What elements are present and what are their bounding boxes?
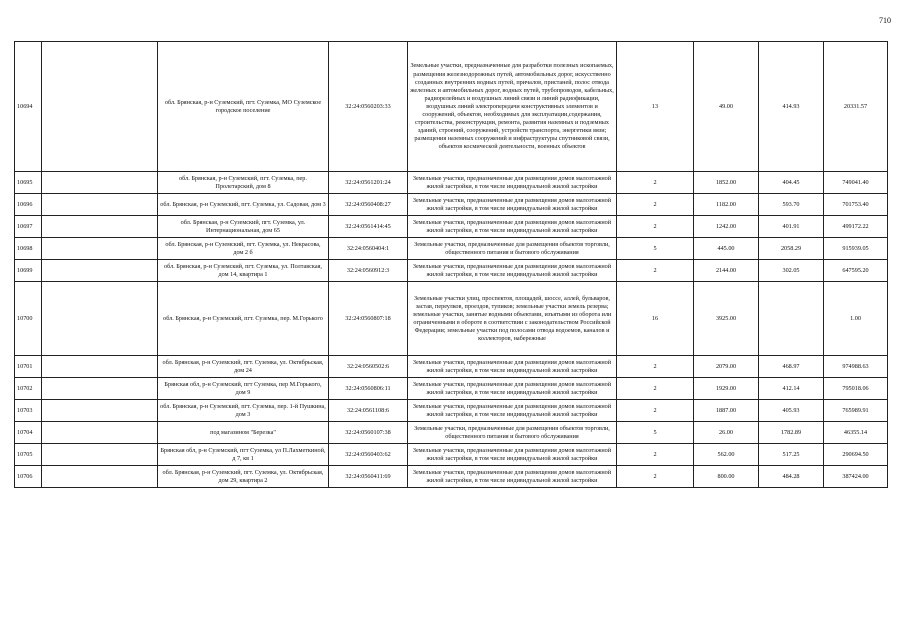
cell-group-code: 2 — [617, 194, 694, 216]
table-row — [15, 356, 888, 378]
cell-specific-value: 302.05 — [759, 260, 824, 282]
cell-address: обл. Брянская, р-н Суземский, пгт. Суземка, ул. Садовая, дом 3 — [158, 194, 329, 216]
cell-specific-value: 414.93 — [759, 42, 824, 172]
cell-empty — [42, 194, 158, 216]
cell-area: 1182.00 — [694, 194, 759, 216]
cell-cadastral-number: 32:24:0560107:38 — [329, 422, 408, 444]
page-number: 710 — [879, 16, 891, 25]
cell-cadastral-number: 32:24:0560403:62 — [329, 444, 408, 466]
cell-empty — [42, 378, 158, 400]
cell-empty — [42, 422, 158, 444]
cell-area: 445.00 — [694, 238, 759, 260]
cell-address: обл. Брянская, р-н Суземский, пгт. Суземка, пер. Пролетарский, дом 8 — [158, 172, 329, 194]
table-row — [15, 216, 888, 238]
cell-group-code: 2 — [617, 260, 694, 282]
cell-address: обл. Брянская, р-н Суземский, пгт. Суземка, пер. М.Горького — [158, 282, 329, 356]
cell-address: обл. Брянская, р-н Суземский, пгт. Суземка, пер. 1-й Пушкина, дом 3 — [158, 400, 329, 422]
cell-cadastral-number: 32:24:0561201:24 — [329, 172, 408, 194]
cell-cadastral-value: 387424.00 — [824, 466, 888, 488]
cell-group-code: 2 — [617, 400, 694, 422]
cell-group-code: 2 — [617, 444, 694, 466]
table-row — [15, 260, 888, 282]
table-row — [15, 172, 888, 194]
table-row — [15, 422, 888, 444]
cell-area: 562.00 — [694, 444, 759, 466]
cell-empty — [42, 260, 158, 282]
cell-group-code: 2 — [617, 216, 694, 238]
table-body — [15, 42, 888, 488]
cell-cadastral-number: 32:24:0560502:6 — [329, 356, 408, 378]
cell-empty — [42, 238, 158, 260]
cell-address: обл. Брянская, р-н Суземский, пгт. Суземка, МО Суземское городское поселение — [158, 42, 329, 172]
cell-id: 10702 — [15, 378, 42, 400]
cell-address: Брянская обл, р-н Суземский, пгт Суземка, пер М.Горького, дом 9 — [158, 378, 329, 400]
cell-group-code: 5 — [617, 238, 694, 260]
cell-id: 10701 — [15, 356, 42, 378]
cell-id: 10697 — [15, 216, 42, 238]
cell-land-use-description: Земельные участки, предназначенные для размещения домов малоэтажной жилой застройки, в том числе индивидуальной жилой застройки — [408, 444, 617, 466]
cell-group-code: 2 — [617, 172, 694, 194]
cell-specific-value: 404.45 — [759, 172, 824, 194]
cell-area: 26.00 — [694, 422, 759, 444]
table-row — [15, 444, 888, 466]
cell-land-use-description: Земельные участки, предназначенные для размещения домов малоэтажной жилой застройки, в том числе индивидуальной жилой застройки — [408, 194, 617, 216]
table-row — [15, 282, 888, 356]
cell-address: обл. Брянская, р-н Суземский, пгт. Суземка, ул. Интернациональная, дом 65 — [158, 216, 329, 238]
cell-address: под магазином "Березка" — [158, 422, 329, 444]
cell-address: обл. Брянская, р-н Суземский, пгт. Суземка, ул. Полтавская, дом 14, квартира 1 — [158, 260, 329, 282]
cell-land-use-description: Земельные участки, предназначенные для размещения домов малоэтажной жилой застройки, в том числе индивидуальной жилой застройки — [408, 356, 617, 378]
cell-land-use-description: Земельные участки, предназначенные для размещения домов малоэтажной жилой застройки, в том числе индивидуальной жилой застройки — [408, 378, 617, 400]
cell-empty — [42, 400, 158, 422]
cell-area: 1852.00 — [694, 172, 759, 194]
cell-cadastral-value: 749041.40 — [824, 172, 888, 194]
cell-cadastral-number: 32:24:0560912:3 — [329, 260, 408, 282]
cell-cadastral-number: 32:24:0560807:18 — [329, 282, 408, 356]
cell-group-code: 2 — [617, 466, 694, 488]
table-row — [15, 42, 888, 172]
cell-group-code: 2 — [617, 378, 694, 400]
cell-cadastral-number: 32:24:0560408:27 — [329, 194, 408, 216]
table-row — [15, 238, 888, 260]
cell-land-use-description: Земельные участки улиц, проспектов, площадей, шоссе, аллей, бульваров, застав, переулков, проездов, тупиков; земельные участки земель резерва; земельные участки, занятые водными объектами, изъятыми из оборота или ограниченными в обороте в соответствии с законодательством Российской Федерации; земельные участки под полосами отвода водоемов, каналов и коллекторов, набережные — [408, 282, 617, 356]
cell-land-use-description: Земельные участки, предназначенные для разработки полезных ископаемых, размещения железнодорожных путей, автомобильных дорог, искусственно созданных внутренних водных путей, причалов, пристаней, полос отвода железных и автомобильных дорог, водных путей, трубопроводов, кабельных, радиорелейных и воздушных линий связи и линий радиофикации, воздушных линий электропередачи конструктивных элементов и сооружений, объектов, необходимых для эксплуатации,содержания, строительства, реконструкции, ремонта, развития наземных и подземных зданий, строений, сооружений, устройств транспорта, энергетики вязи; размещения наземных сооружений и инфраструктуры спутниковой связи, объектов космической деятельности, военных объектов — [408, 42, 617, 172]
cell-empty — [42, 42, 158, 172]
cell-specific-value: 405.93 — [759, 400, 824, 422]
cell-id: 10700 — [15, 282, 42, 356]
cell-specific-value: 593.70 — [759, 194, 824, 216]
cell-area: 1887.00 — [694, 400, 759, 422]
cell-cadastral-number: 32:24:0561414:45 — [329, 216, 408, 238]
table-row — [15, 378, 888, 400]
cell-specific-value: 517.25 — [759, 444, 824, 466]
cell-cadastral-number: 32:24:0560404:1 — [329, 238, 408, 260]
cell-address: обл. Брянская, р-н Суземский, пгт. Суземка, ул. Некрасова, дом 2 б — [158, 238, 329, 260]
cell-empty — [42, 356, 158, 378]
cell-cadastral-value: 46355.14 — [824, 422, 888, 444]
cell-group-code: 13 — [617, 42, 694, 172]
cell-area: 1242.00 — [694, 216, 759, 238]
cell-group-code: 16 — [617, 282, 694, 356]
table-row — [15, 194, 888, 216]
cell-cadastral-value: 499172.22 — [824, 216, 888, 238]
cell-id: 10695 — [15, 172, 42, 194]
cell-id: 10698 — [15, 238, 42, 260]
cell-id: 10705 — [15, 444, 42, 466]
cell-specific-value: 468.97 — [759, 356, 824, 378]
cell-specific-value: 1782.89 — [759, 422, 824, 444]
cell-cadastral-number: 32:24:0561108:6 — [329, 400, 408, 422]
cell-empty — [42, 216, 158, 238]
cell-cadastral-number: 32:24:0560411:69 — [329, 466, 408, 488]
land-registry-table — [14, 41, 888, 488]
cell-area: 800.00 — [694, 466, 759, 488]
cell-address: обл. Брянская, р-н Суземский, пгт. Суземка, ул. Октябрьская, дом 29, квартира 2 — [158, 466, 329, 488]
cell-cadastral-number: 32:24:0560203:33 — [329, 42, 408, 172]
cell-group-code: 5 — [617, 422, 694, 444]
cell-specific-value: 2058.29 — [759, 238, 824, 260]
cell-address: Брянская обл, р-н Суземский, пгт Суземка, ул П.Лахметкиной, д 7, кв 1 — [158, 444, 329, 466]
cell-land-use-description: Земельные участки, предназначенные для размещения домов малоэтажной жилой застройки, в том числе индивидуальной жилой застройки — [408, 400, 617, 422]
cell-specific-value: 484.28 — [759, 466, 824, 488]
table-row — [15, 400, 888, 422]
cell-specific-value — [759, 282, 824, 356]
cell-id: 10704 — [15, 422, 42, 444]
cell-cadastral-value: 290694.50 — [824, 444, 888, 466]
cell-empty — [42, 466, 158, 488]
cell-id: 10703 — [15, 400, 42, 422]
cell-cadastral-value: 915939.05 — [824, 238, 888, 260]
cell-id: 10706 — [15, 466, 42, 488]
cell-area: 1929.00 — [694, 378, 759, 400]
cell-cadastral-value: 1.00 — [824, 282, 888, 356]
cell-specific-value: 412.14 — [759, 378, 824, 400]
cell-land-use-description: Земельные участки, предназначенные для размещения объектов торговли, общественного питания и бытового обслуживания — [408, 238, 617, 260]
cell-cadastral-value: 765989.91 — [824, 400, 888, 422]
cell-land-use-description: Земельные участки, предназначенные для размещения домов малоэтажной жилой застройки, в том числе индивидуальной жилой застройки — [408, 216, 617, 238]
cell-cadastral-value: 974988.63 — [824, 356, 888, 378]
cell-cadastral-value: 701753.40 — [824, 194, 888, 216]
cell-group-code: 2 — [617, 356, 694, 378]
cell-cadastral-number: 32:24:0560806:11 — [329, 378, 408, 400]
cell-id: 10694 — [15, 42, 42, 172]
cell-address: обл. Брянская, р-н Суземский, пгт. Суземка, ул. Октябрьская, дом 24 — [158, 356, 329, 378]
cell-land-use-description: Земельные участки, предназначенные для размещения домов малоэтажной жилой застройки, в том числе индивидуальной жилой застройки — [408, 260, 617, 282]
cell-area: 2144.00 — [694, 260, 759, 282]
cell-id: 10699 — [15, 260, 42, 282]
cell-specific-value: 401.91 — [759, 216, 824, 238]
cell-area: 3925.00 — [694, 282, 759, 356]
cell-empty — [42, 282, 158, 356]
cell-area: 2079.00 — [694, 356, 759, 378]
cell-cadastral-value: 647595.20 — [824, 260, 888, 282]
cell-cadastral-value: 795018.06 — [824, 378, 888, 400]
cell-empty — [42, 172, 158, 194]
cell-cadastral-value: 20331.57 — [824, 42, 888, 172]
table-row — [15, 466, 888, 488]
cell-id: 10696 — [15, 194, 42, 216]
cell-land-use-description: Земельные участки, предназначенные для размещения объектов торговли, общественного питания и бытового обслуживания — [408, 422, 617, 444]
cell-land-use-description: Земельные участки, предназначенные для размещения домов малоэтажной жилой застройки, в том числе индивидуальной жилой застройки — [408, 466, 617, 488]
cell-area: 49.00 — [694, 42, 759, 172]
cell-empty — [42, 444, 158, 466]
cell-land-use-description: Земельные участки, предназначенные для размещения домов малоэтажной жилой застройки, в том числе индивидуальной жилой застройки — [408, 172, 617, 194]
